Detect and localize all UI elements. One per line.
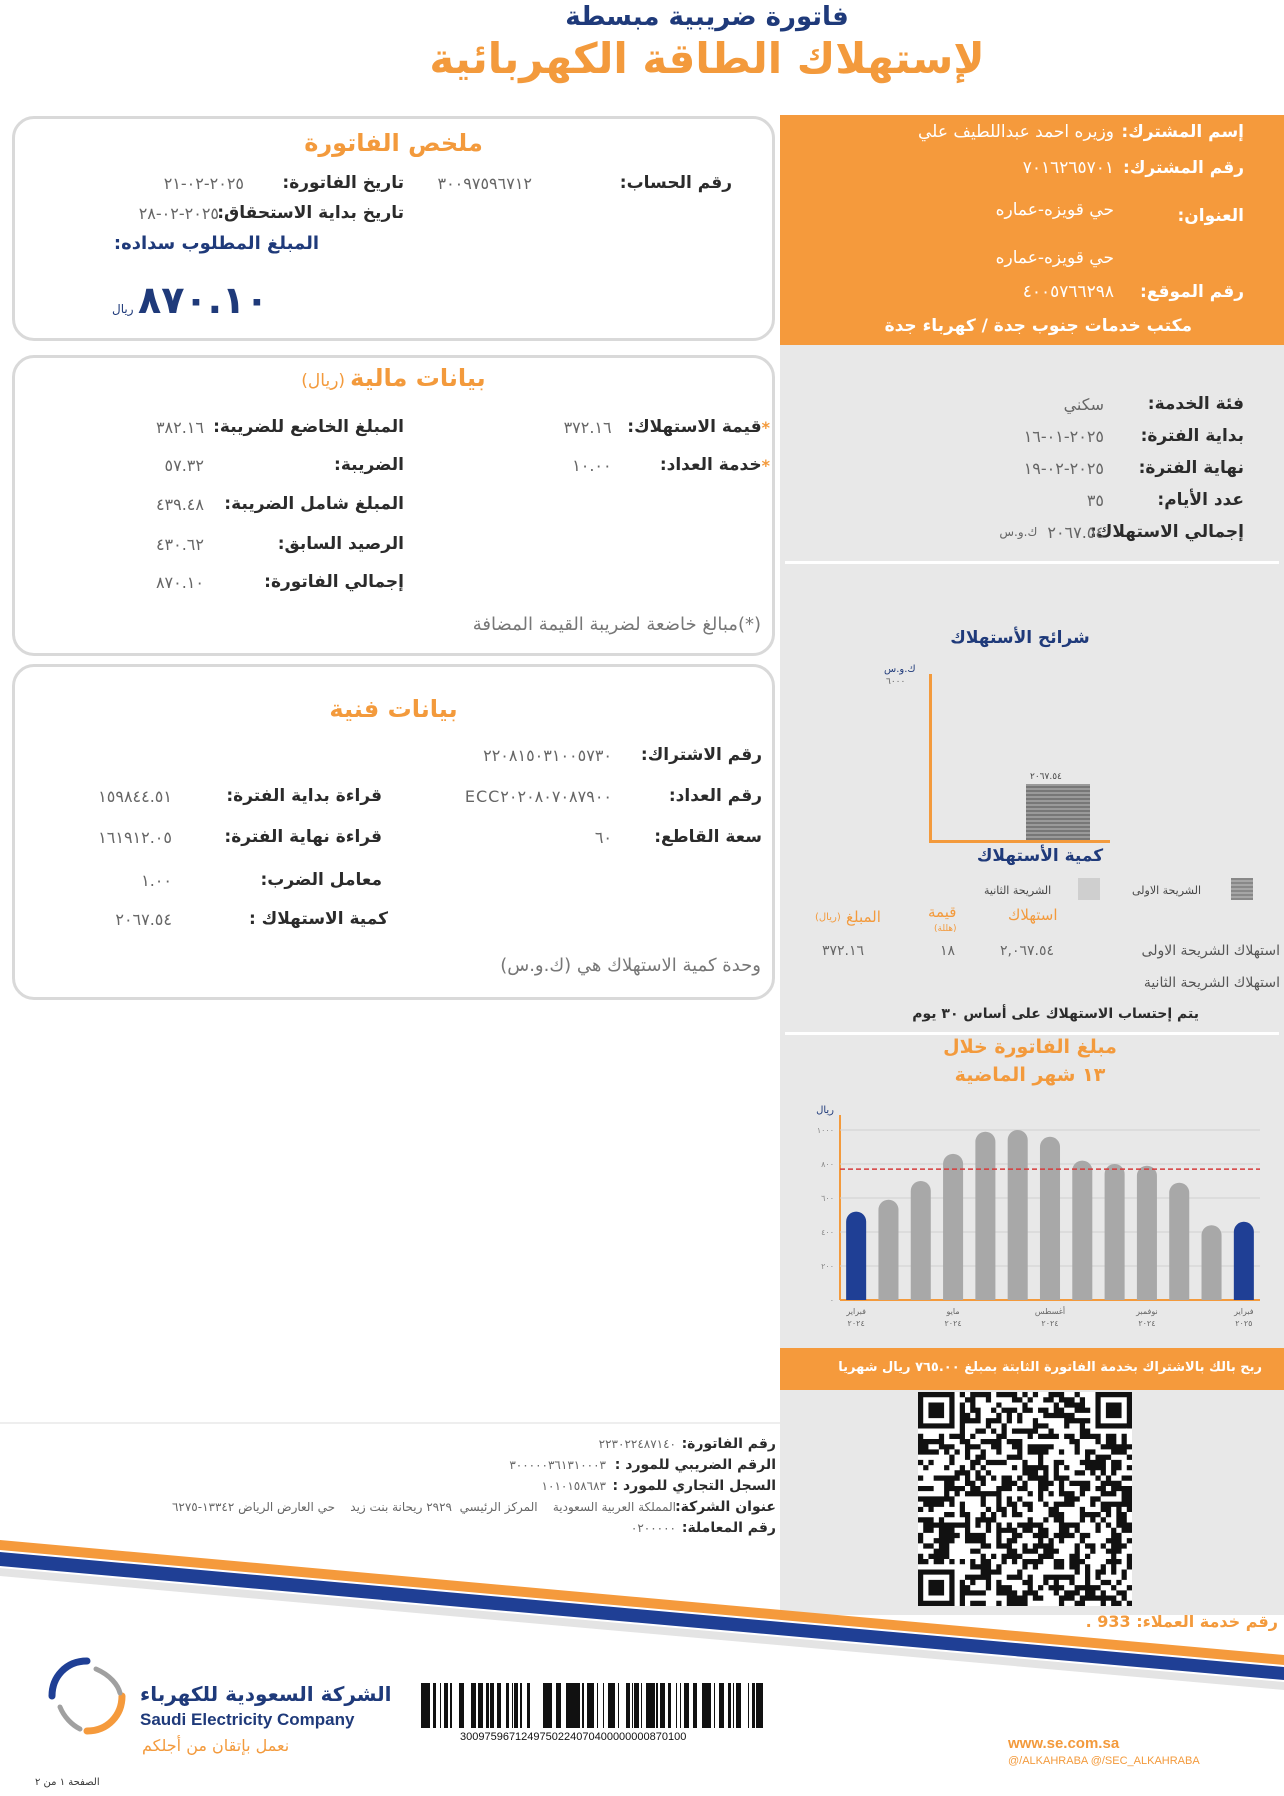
tier2-label: استهلاك الشريحة الثانية xyxy=(1143,975,1280,991)
company-logo-icon xyxy=(46,1655,128,1737)
total-consumption-label: إجمالي الاستهلاك: xyxy=(1089,522,1244,542)
history-x-label-month: نوفمبر xyxy=(1136,1307,1158,1316)
company-address-value: المملكة العربية السعودية المركز الرئيسي ٢٩٢٩ ريحانة بنت زيد حي العارض الرياض ١٣٣٤٢-٦٢٧٥ xyxy=(171,1500,676,1514)
customer-name-value: وزيره احمد عبداللطيف علي xyxy=(918,122,1114,142)
history-x-label-year: ٢٠٢٤ xyxy=(847,1319,865,1328)
financial-title-wrap xyxy=(12,364,775,392)
meter-label: رقم العداد: xyxy=(668,786,762,806)
end-reading-label: قراءة نهاية الفترة: xyxy=(224,827,382,847)
tier1-value: ١٨ xyxy=(940,943,956,959)
invoice-no-value: ٢٢٣٠٢٢٤٨٧١٤٠ xyxy=(598,1437,676,1451)
barcode xyxy=(420,1683,772,1728)
tiers-title: شرائح الأستهلاك xyxy=(950,628,1090,648)
website-link[interactable]: www.se.com.sa xyxy=(1008,1735,1120,1752)
meter-value: ECC٢٠٢٠٨٠٧٠٨٧٩٠٠ xyxy=(464,786,612,806)
subscription-value: ٢٢٠٨١٥٠٣١٠٠٥٧٣٠ xyxy=(483,745,612,765)
customer-name-label: إسم المشترك: xyxy=(1121,122,1244,142)
breaker-label: سعة القاطع: xyxy=(654,827,762,847)
tiers-bar-label: ٢٠٦٧.٥٤ xyxy=(1030,772,1062,782)
history-bar xyxy=(1234,1222,1254,1300)
consumption-value-label: قيمة الاستهلاك: xyxy=(627,417,762,437)
period-end-label: نهاية الفترة: xyxy=(1138,458,1244,478)
customer-address-label: العنوان: xyxy=(1177,206,1244,226)
multiplier-label: معامل الضرب: xyxy=(260,870,382,890)
company-slogan: نعمل بإتقان من أجلكم xyxy=(142,1736,290,1755)
footer-divider xyxy=(0,1422,780,1424)
quantity-value: ٢٠٦٧.٥٤ xyxy=(115,909,172,929)
history-y-unit: ريال xyxy=(816,1105,834,1116)
history-y-tick: ١٠٠٠ xyxy=(816,1126,834,1135)
prev-balance-value: ٤٣٠.٦٢ xyxy=(155,534,204,554)
account-value: ٣٠٠٩٧٥٩٦٧١٢ xyxy=(437,173,532,193)
history-y-tick: ٠ xyxy=(829,1296,834,1305)
legend-second-swatch xyxy=(1078,878,1100,900)
service-office: مكتب خدمات جنوب جدة / كهرباء جدة xyxy=(884,316,1192,336)
meter-service-value: ١٠.٠٠ xyxy=(572,455,612,475)
divider xyxy=(785,1032,1279,1035)
invoice-type-title: فاتورة ضريبية مبسطة xyxy=(565,2,849,32)
meter-service-label: خدمة العداد: xyxy=(659,455,762,475)
col-value-unit: (هللة) xyxy=(934,924,957,934)
multiplier-value: ١.٠٠ xyxy=(141,870,172,890)
tiers-bar-first xyxy=(1026,784,1090,840)
customer-address-line2: حي قويزه-عماره xyxy=(995,248,1114,268)
financial-title-unit: (ريال) xyxy=(301,371,346,391)
transaction-value: ٠٢٠٠٠٠٠ xyxy=(630,1521,676,1535)
history-bar xyxy=(878,1200,898,1300)
history-bar xyxy=(1040,1137,1060,1300)
cr-number-label: السجل التجاري للمورد : xyxy=(612,1478,776,1494)
site-number-value: ٤٠٠٥٧٦٦٢٩٨ xyxy=(1022,282,1114,302)
incl-tax-label: المبلغ شامل الضريبة: xyxy=(224,494,404,514)
history-x-label-year: ٢٠٢٤ xyxy=(1138,1319,1156,1328)
customer-service-number: رقم خدمة العملاء: 933 . xyxy=(1085,1612,1278,1631)
tier1-amount: ٣٧٢.١٦ xyxy=(822,943,865,959)
tax-label: الضريبة: xyxy=(334,455,404,475)
cr-number-value: ١٠١٠١٥٨٦٨٣ xyxy=(541,1479,606,1493)
decorative-stripes xyxy=(0,1540,1284,1690)
site-number-label: رقم الموقع: xyxy=(1140,282,1244,302)
history-x-label-year: ٢٠٢٥ xyxy=(1235,1319,1253,1328)
end-reading-value: ١٦١٩١٢.٠٥ xyxy=(98,827,172,847)
history-bar xyxy=(846,1212,866,1300)
history-title-2: ١٣ شهر الماضية xyxy=(954,1064,1106,1086)
history-y-tick: ٨٠٠ xyxy=(821,1160,834,1169)
period-start-value: ٢٠٢٥-٠١-١٦ xyxy=(1023,426,1104,446)
history-bar xyxy=(1008,1130,1028,1300)
invoice-total-label: إجمالي الفاتورة: xyxy=(264,572,404,592)
history-x-label-month: فبراير xyxy=(846,1307,866,1316)
breaker-value: ٦٠ xyxy=(594,827,612,847)
legend-first-label: الشريحة الاولى xyxy=(1132,884,1202,897)
company-name-ar: الشركة السعودية للكهرباء xyxy=(140,1682,392,1706)
service-category-value: سكني xyxy=(1063,394,1104,414)
history-bar xyxy=(911,1181,931,1300)
col-amount-unit: (ريال) xyxy=(815,912,841,923)
col-consumption: استهلاك xyxy=(1008,906,1058,924)
incl-tax-value: ٤٣٩.٤٨ xyxy=(155,494,204,514)
tier1-consumption: ٢,٠٦٧.٥٤ xyxy=(1000,943,1055,959)
quantity-label: كمية الاستهلاك : xyxy=(248,909,388,929)
due-start-value: ٢٠٢٥-٠٢-٢٨ xyxy=(138,203,219,223)
total-consumption-value: ٢٠٦٧.٥٤ xyxy=(1047,522,1104,542)
service-category-label: فئة الخدمة: xyxy=(1147,394,1244,414)
tier1-label: استهلاك الشريحة الاولى xyxy=(1141,943,1280,959)
amount-due-value: ٨٧٠.١٠ xyxy=(138,278,269,322)
customer-address-value: حي قويزه-عماره xyxy=(995,200,1114,220)
history-bar xyxy=(1202,1225,1222,1300)
total-consumption-unit: ك.و.س xyxy=(999,525,1038,539)
history-x-label-month: أغسطس xyxy=(1034,1307,1066,1316)
history-x-label-year: ٢٠٢٤ xyxy=(1041,1319,1059,1328)
invoice-main-title: لإستهلاك الطاقة الكهربائية xyxy=(429,34,985,83)
history-bar xyxy=(1137,1166,1157,1300)
invoice-date-label: تاريخ الفاتورة: xyxy=(282,173,404,193)
vat-number-label: الرقم الضريبي للمورد : xyxy=(614,1457,776,1473)
page-number: الصفحة ١ من ٢ xyxy=(35,1777,100,1788)
technical-title: بيانات فنية xyxy=(329,695,458,723)
divider xyxy=(785,561,1279,564)
consumption-value: ٣٧٢.١٦ xyxy=(563,417,612,437)
history-title-1: مبلغ الفاتورة خلال xyxy=(943,1036,1117,1058)
history-bar xyxy=(1072,1161,1092,1300)
amount-due-currency: ريال xyxy=(112,302,134,316)
customer-panel xyxy=(780,115,1284,345)
vat-number-value: ٣٠٠٠٠٠٣٦١٣١٠٠٠٣ xyxy=(509,1458,606,1472)
history-bar xyxy=(943,1154,963,1300)
history-bar xyxy=(1169,1183,1189,1300)
company-name-en: Saudi Electricity Company xyxy=(140,1710,355,1729)
col-value: قيمة xyxy=(928,903,957,921)
days-label: عدد الأيام: xyxy=(1157,490,1244,510)
barcode-bars xyxy=(421,1683,763,1728)
due-start-label: تاريخ بداية الاستحقاق: xyxy=(217,203,404,223)
social-handles[interactable]: @/ALKAHRABA @/SEC_ALKAHRABA xyxy=(1008,1755,1200,1767)
tiers-y-max: ٦٠٠٠ xyxy=(886,677,906,687)
tiers-y-axis xyxy=(929,674,932,842)
subscription-label: رقم الاشتراك: xyxy=(640,745,762,765)
history-x-label-month: مايو xyxy=(946,1307,960,1316)
invoice-no-label: رقم الفاتورة: xyxy=(681,1436,776,1452)
history-chart xyxy=(795,1095,1275,1345)
tax-value: ٥٧.٣٢ xyxy=(164,455,204,475)
legend-first-swatch xyxy=(1231,878,1253,900)
history-x-label-month: فبراير xyxy=(1234,1307,1254,1316)
company-address-label: عنوان الشركة: xyxy=(675,1499,776,1515)
history-x-label-year: ٢٠٢٤ xyxy=(944,1319,962,1328)
barcode-number: 3009759671249750224070400000000870100 xyxy=(460,1731,687,1743)
customer-number-value: ٧٠١٦٢٦٥٧٠١ xyxy=(1022,158,1114,178)
prev-balance-label: الرصيد السابق: xyxy=(277,534,404,554)
history-y-tick: ٤٠٠ xyxy=(821,1228,834,1237)
summary-title: ملخص الفاتورة xyxy=(304,129,483,157)
transaction-label: رقم المعاملة: xyxy=(681,1520,776,1536)
taxable-value: ٣٨٢.١٦ xyxy=(155,417,204,437)
unit-note: وحدة كمية الاستهلاك هي (ك.و.س) xyxy=(500,955,761,976)
customer-number-label: رقم المشترك: xyxy=(1123,158,1244,178)
history-bar xyxy=(1105,1164,1125,1300)
period-end-value: ٢٠٢٥-٠٢-١٩ xyxy=(1023,458,1104,478)
tiers-x-axis xyxy=(929,840,1110,843)
basis-note: يتم إحتساب الاستهلاك على أساس ٣٠ يوم xyxy=(912,1006,1199,1022)
history-bar xyxy=(975,1132,995,1300)
asterisk: * xyxy=(761,417,770,437)
vat-note: (*)مبالغ خاضعة لضريبة القيمة المضافة xyxy=(472,614,761,635)
promo-text: ربح بالك بالاشتراك بخدمة الفاتورة الثابتة بمبلغ ٧٦٥.٠٠ ريال شهريا xyxy=(838,1360,1262,1375)
tiers-y-unit: ك.و.س xyxy=(884,664,916,675)
invoice-total-value: ٨٧٠.١٠ xyxy=(155,572,204,592)
days-value: ٣٥ xyxy=(1086,490,1104,510)
start-reading-value: ١٥٩٨٤٤.٥١ xyxy=(98,786,172,806)
financial-title: بيانات مالية xyxy=(350,364,486,392)
invoice-date-value: ٢٠٢٥-٠٢-٢١ xyxy=(163,173,244,193)
tiers-x-title: كمية الأستهلاك xyxy=(976,846,1104,866)
legend-second-label: الشريحة الثانية xyxy=(984,884,1052,897)
history-y-tick: ٢٠٠ xyxy=(821,1262,834,1271)
start-reading-label: قراءة بداية الفترة: xyxy=(226,786,382,806)
account-label: رقم الحساب: xyxy=(619,173,732,193)
asterisk: * xyxy=(761,455,770,475)
period-start-label: بداية الفترة: xyxy=(1140,426,1244,446)
taxable-label: المبلغ الخاضع للضريبة: xyxy=(213,417,404,437)
col-amount: المبلغ xyxy=(846,908,881,926)
history-y-tick: ٦٠٠ xyxy=(821,1194,834,1203)
amount-due-label: المبلغ المطلوب سداده: xyxy=(113,233,319,254)
